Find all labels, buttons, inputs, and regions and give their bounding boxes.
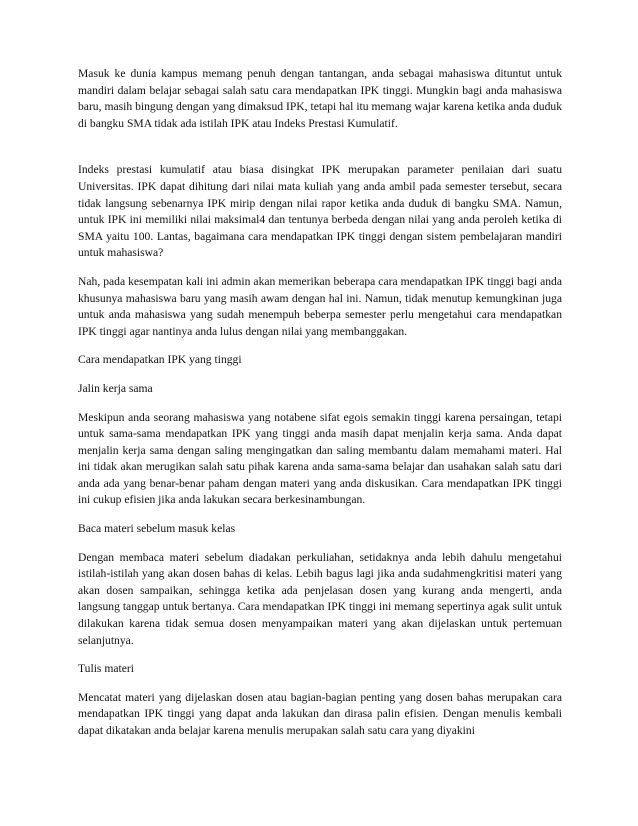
intro-paragraph: Masuk ke dunia kampus memang penuh dengan tantangan, anda sebagai mahasiswa dituntut untuk mandiri dalam belajar sebagai salah satu cara mendapatkan IPK tinggi. Mungkin bagi anda mahasiswa baru, masih bingung dengan yang dimaksud IPK, tetapi hal itu memang wajar karena ketika anda duduk di bangku SMA tidak ada istilah IPK atau Indeks Prestasi Kumulatif. [78, 67, 562, 130]
section-heading-cara: Cara mendapatkan IPK yang tinggi [78, 353, 242, 367]
baca-materi-paragraph: Dengan membaca materi sebelum diadakan perkuliahan, setidaknya anda lebih dahulu mengetahui istilah-istilah yang akan dosen bahas di kelas. Lebih bagus lagi jika anda sudahmengkritisi materi yang akan dosen sampaikan, sehingga ketika ada penjelasan dosen yang kurang anda mengerti, anda langsung tanggap untuk bertanya. Cara mendapatkan IPK tinggi ini memang sepertinya agak sulit untuk dilakukan karena tidak semua dosen menyampaikan materi yang akan dijelaskan untuk pertemuan selanjutnya. [78, 550, 562, 647]
ipk-definition-paragraph: Indeks prestasi kumulatif atau biasa disingkat IPK merupakan parameter penilaian dari suatu Universitas. IPK dapat dihitung dari nilai mata kuliah yang anda ambil pada semester tersebut, secara tidak langsung sebenarnya IPK mirip dengan nilai rapor ketika anda duduk di bangku SMA. Namun, untuk IPK ini memiliki nilai maksimal4 dan tentunya berbeda dengan nilai yang anda peroleh ketika di SMA yaitu 100. Lantas, bagaimana cara mendapatkan IPK tinggi dengan sistem pembelajaran mandiri untuk mahasiswa? [78, 163, 562, 260]
tulis-materi-paragraph: Mencatat materi yang dijelaskan dosen atau bagian-bagian penting yang dosen bahas merupakan cara mendapatkan IPK tinggi yang dapat anda lakukan dan dirasa palin efisien. Dengan menulis kembali dapat dikatakan anda belajar karena menulis merupakan salah satu cara yang diyakini [78, 690, 562, 737]
section-heading-baca-materi: Baca materi sebelum masuk kelas [78, 522, 236, 536]
kerja-sama-paragraph: Meskipun anda seorang mahasiswa yang notabene sifat egois semakin tinggi karena persaingan, tetapi untuk sama-sama mendapatkan IPK yang tinggi anda masih dapat menjalin kerja sama. Anda dapat menjalin kerja sama dengan saling mengingatkan dan saling membantu dalam memahami materi. Hal ini tidak akan merugikan salah satu pihak karena anda sama-sama belajar dan usahakan salah satu dari anda ada yang benar-benar paham dengan materi yang anda diskusikan. Cara mendapatkan IPK tinggi ini cukup efisien jika anda lakukan secara berkesinambungan. [78, 410, 562, 507]
section-heading-kerja-sama: Jalin kerja sama [78, 381, 153, 395]
document-page [78, 66, 562, 740]
admin-intro-paragraph: Nah, pada kesempatan kali ini admin akan memerikan beberapa cara mendapatkan IPK tinggi bagi anda khusunya mahasiswa baru yang masih awam dengan hal ini. Namun, tidak menutup kemungkinan juga untuk anda mahasiswa yang sudah menempuh beberpa semester perlu mengetahui cara mendapatkan IPK tinggi agar nantinya anda lulus dengan nilai yang membanggakan. [78, 274, 562, 338]
section-heading-tulis-materi: Tulis materi [78, 662, 134, 676]
